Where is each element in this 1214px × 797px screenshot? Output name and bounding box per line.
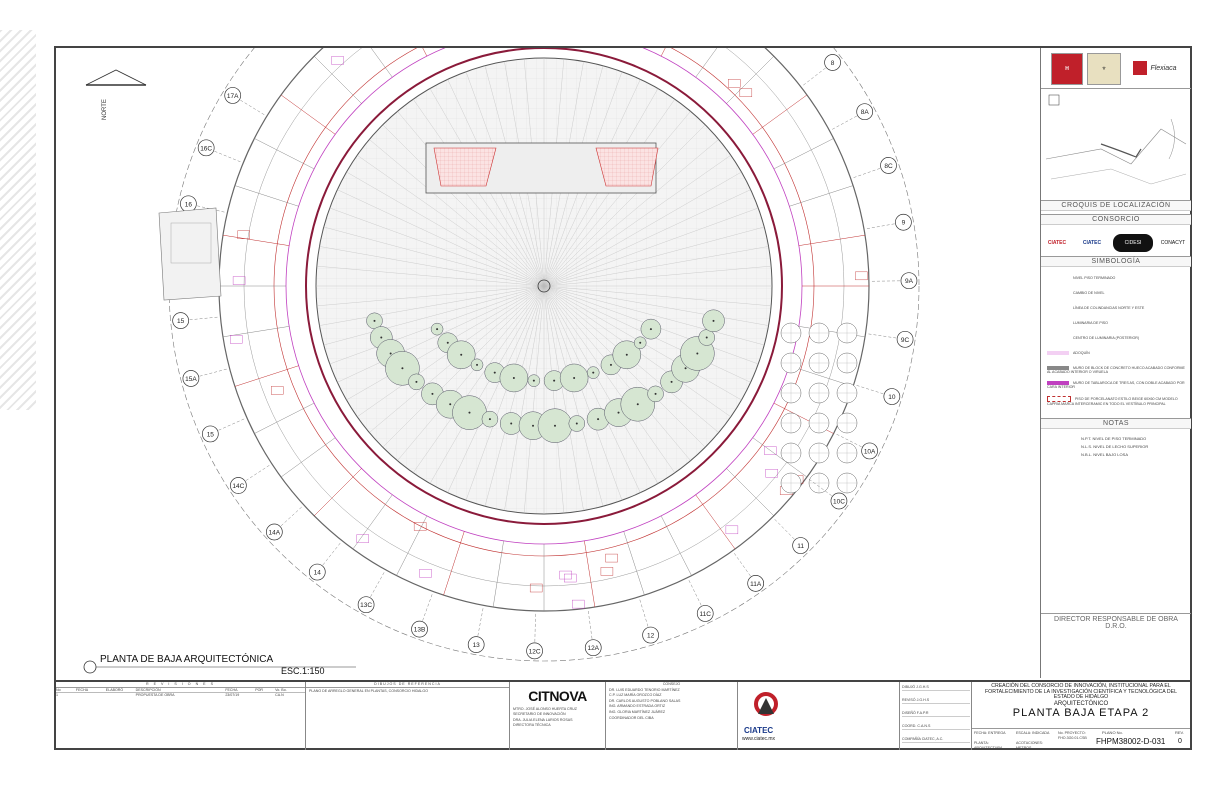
symbol-swatch bbox=[1047, 351, 1069, 355]
grid-label: 12A bbox=[587, 645, 600, 653]
consejo-person-5: ING. GLORIA MARTÍNEZ JUÁREZ bbox=[609, 709, 666, 714]
grid-label: 8C bbox=[884, 162, 893, 170]
ciatec-logo-icon bbox=[746, 688, 786, 728]
grid-label: 13B bbox=[413, 626, 426, 634]
revisions-table bbox=[56, 682, 306, 750]
consejo-person-6: COORDINADOR DEL CIBA bbox=[609, 715, 654, 720]
rev-cell: 1 bbox=[56, 693, 58, 698]
consejo-person-2: C.P. LUZ MARÍA OROZCO DÍAZ bbox=[609, 693, 662, 698]
ciatec-block bbox=[738, 682, 900, 750]
croquis-section bbox=[1041, 200, 1191, 211]
symbol-item bbox=[1047, 366, 1187, 374]
grid-label: 16C bbox=[200, 145, 213, 153]
rev-col-desc: DESCRIPCIÓN bbox=[135, 687, 161, 692]
rev-col-por: POR bbox=[255, 687, 263, 692]
grid-label: 9 bbox=[901, 219, 906, 227]
ciatec-name: CIATEC bbox=[744, 726, 774, 735]
grid-label: 10C bbox=[832, 498, 845, 506]
consejo-person-1: DR. LUIS EDUARDO TENORIO MARTÍNEZ bbox=[609, 687, 680, 692]
citnova-person-4: DIRECTORA TÉCNICA bbox=[513, 722, 551, 727]
consorcio-logo-3: CIDESI bbox=[1113, 234, 1153, 252]
grid-label: 14A bbox=[268, 529, 281, 537]
footer-field: No. PROYECTO: FHO.3G0.01.CSB bbox=[1058, 731, 1087, 740]
revision-row bbox=[56, 693, 305, 698]
rev-cell bbox=[255, 693, 275, 698]
location-sketch bbox=[1041, 88, 1191, 200]
stage-left-red bbox=[434, 148, 496, 186]
note-1: N.P.T. NIVEL DE PISO TERMINADO bbox=[1081, 436, 1147, 441]
symbol-swatch bbox=[1047, 306, 1069, 310]
grid-label: 13C bbox=[360, 602, 373, 610]
grid-label: 11C bbox=[699, 610, 711, 618]
symbol-swatch bbox=[1047, 321, 1069, 325]
location-map bbox=[1041, 89, 1191, 201]
grid-label: 13 bbox=[472, 642, 480, 650]
croquis-label: CROQUIS DE LOCALIZACIÓN bbox=[1041, 200, 1191, 211]
director-label: DIRECTOR RESPONSABLE DE OBRA bbox=[1054, 616, 1178, 623]
grid-label: 15 bbox=[177, 318, 185, 326]
flexiaca-logo: Flexiaca bbox=[1125, 53, 1185, 83]
symbol-item bbox=[1047, 396, 1187, 406]
discipline: ARQUITECTÓNICO bbox=[1053, 700, 1109, 707]
reference-drawings bbox=[306, 682, 510, 750]
project-block bbox=[972, 682, 1190, 750]
citnova-block bbox=[510, 682, 606, 750]
symbol-item bbox=[1047, 351, 1187, 355]
note-3: N.B.L. NIVEL BAJO LOSA bbox=[1081, 452, 1128, 457]
grid-label: 15A bbox=[185, 375, 197, 383]
consorcio-section bbox=[1041, 214, 1191, 225]
symbol-label: LÍNEA DE COLINDANCIAS NORTE Y ESTE bbox=[1073, 306, 1145, 310]
grid-label: 14C bbox=[232, 483, 245, 491]
symbol-label: PISO DE PORCELANATO ESTILO BEIGE 60X60 CM MODELO CAPRIA MARCA INTERCERAMIC EN TODO EL VESTÍBULO PRINCIPAL bbox=[1047, 396, 1178, 406]
consejo-person-4: ING. ARMANDO ESTRADA ORTIZ bbox=[609, 704, 666, 709]
rev-label: REV. bbox=[1175, 730, 1184, 735]
rev-col-fecha2: FECHA bbox=[225, 687, 238, 692]
drawn-row: REVISÓ J.G.H.S bbox=[902, 698, 970, 704]
notas-section bbox=[1041, 418, 1191, 429]
rev-value: 0 bbox=[1178, 738, 1182, 745]
stage-right-red bbox=[596, 148, 658, 186]
architectural-plan bbox=[56, 48, 1040, 678]
north-label: NORTE bbox=[102, 99, 108, 120]
footer-field: ACOTACIONES: METROS bbox=[1016, 741, 1043, 750]
courtyard-radial-lines bbox=[316, 58, 772, 514]
symbol-swatch bbox=[1047, 291, 1069, 295]
grid-label: 17A bbox=[226, 92, 239, 100]
footer-field: ESCALA: INDICADA bbox=[1016, 731, 1050, 735]
footer-field: PLANTA: ARQUITECTURA bbox=[974, 741, 1003, 750]
north-arrow-icon bbox=[86, 70, 146, 85]
rev-cell: 23/07/19 bbox=[225, 693, 240, 698]
rev-col-fecha: FECHA bbox=[75, 687, 89, 692]
hidalgo-logo: H bbox=[1051, 53, 1083, 85]
grid-label: 8 bbox=[830, 60, 835, 68]
symbol-item bbox=[1047, 276, 1187, 280]
notas-label: NOTAS bbox=[1041, 418, 1191, 429]
hatched-margin bbox=[0, 30, 36, 410]
consejo-label: CONSEJO bbox=[662, 682, 681, 686]
consorcio-logos bbox=[1041, 228, 1191, 258]
dro-label: D.R.O. bbox=[1105, 623, 1127, 630]
plano-no: FHPM38002-D-031 bbox=[1096, 737, 1166, 746]
consorcio-logo-2: CIATEC bbox=[1082, 240, 1102, 246]
plano-no-label: PLANO No. bbox=[1102, 730, 1123, 735]
symbol-label: NIVEL PISO TERMINADO bbox=[1073, 276, 1116, 280]
symbol-label: MURO DE TABLAROCA DE TRES AS, CON DOBLE ACABADO POR CARA INTERIOR bbox=[1047, 381, 1185, 390]
citnova-person-1: MTRO. JOSÉ ALONSO HUERTA CRUZ bbox=[513, 707, 577, 711]
symbol-label: MURO DE BLOCK DE CONCRETO HUECO ACABADO CONFORME AL ACABADO INTERIOR O VIRUELA bbox=[1047, 366, 1185, 375]
rev-cell bbox=[76, 693, 106, 698]
west-annex bbox=[159, 208, 221, 300]
director-section bbox=[1041, 613, 1191, 630]
footer-fields bbox=[972, 728, 1190, 751]
grid-label: 12C bbox=[528, 648, 541, 656]
rev-cell: CA.N bbox=[275, 693, 284, 698]
grid-label: 14 bbox=[313, 569, 321, 577]
drawn-row: DISEÑÓ F.A.P.R bbox=[902, 711, 970, 717]
referencia-text: PLANO DE ARREGLO GENERAL EN PLANTAS, CONSORCIO HIDALGO bbox=[309, 688, 429, 693]
consorcio-logo-4: CONACYT bbox=[1160, 240, 1186, 246]
grid-label: 10A bbox=[863, 448, 876, 456]
simbologia-section bbox=[1041, 256, 1191, 267]
grid-label: 8A bbox=[860, 109, 869, 117]
grid-label: 15 bbox=[206, 431, 214, 439]
client-logos bbox=[1041, 48, 1191, 86]
drawn-row: COORD. C.A.N.S bbox=[902, 724, 970, 730]
simbologia-label: SIMBOLOGÍA bbox=[1041, 256, 1191, 267]
project-title: CREACIÓN DEL CONSORCIO DE INNOVACIÓN, INSTITUCIONAL PARA EL FORTALECIMIENTO DE LA INVESTIGACIÓN CIENTÍFICA Y TECNOLÓGICA DEL ESTADO DE HIDALGO bbox=[985, 683, 1177, 701]
grid-label: 9A bbox=[904, 278, 913, 286]
drawn-row: DIBUJÓ J.G.H.S bbox=[902, 685, 970, 691]
symbol-item bbox=[1047, 291, 1187, 295]
plan-scale: ESC.1:150 bbox=[281, 666, 325, 676]
symbol-label: ADOQUÍN bbox=[1073, 351, 1090, 355]
symbol-swatch bbox=[1047, 336, 1069, 340]
note-2: N.L.S. NIVEL DE LECHO SUPERIOR bbox=[1081, 444, 1149, 449]
citnova-logo: CITNOVA bbox=[528, 688, 587, 704]
rev-cell bbox=[106, 693, 136, 698]
symbol-item bbox=[1047, 336, 1187, 340]
consorcio-label: CONSORCIO bbox=[1041, 214, 1191, 225]
symbol-item bbox=[1047, 321, 1187, 325]
grid-label: 11 bbox=[797, 543, 805, 551]
grid-label: 16 bbox=[184, 201, 192, 209]
ciatec-url: www.ciatec.mx bbox=[742, 736, 776, 742]
sheet-title: PLANTA BAJA ETAPA 2 bbox=[1012, 706, 1150, 719]
symbol-item bbox=[1047, 306, 1187, 310]
symbol-label: CENTRO DE LUMINARIA (POSTERIOR) bbox=[1073, 336, 1140, 340]
plan-caption: PLANTA DE BAJA ARQUITECTÓNICA bbox=[100, 654, 274, 665]
footer-field: FECHA: ENTREGA bbox=[974, 731, 1006, 735]
drawn-by-table bbox=[900, 682, 972, 750]
drawn-row: COMPAÑÍA CIATEC, A.C. bbox=[902, 737, 970, 743]
referencia-label: DIBUJOS DE REFERENCIA bbox=[306, 682, 509, 688]
consorcio-logo-1: CIATEC bbox=[1047, 240, 1067, 246]
rev-cell: PROPUESTA DE OBRA bbox=[135, 693, 175, 698]
rev-col-vobo: Vo. Bo. bbox=[275, 687, 287, 692]
consejo-person-3: DR. CARLOS AUGUSTO POBLANO SALAS bbox=[609, 698, 681, 703]
grid-label: 11A bbox=[750, 580, 762, 588]
citnova-person-3: DRA. JULIA ELENA LARIOS ROSAS bbox=[513, 718, 573, 723]
crest-logo: ⚜ bbox=[1087, 53, 1121, 85]
revisiones-label: R E V I S I O N E S bbox=[56, 682, 305, 688]
grid-label: 10 bbox=[888, 394, 896, 402]
grid-label: 9C bbox=[900, 336, 910, 344]
sheet-sidebar bbox=[1040, 48, 1191, 678]
caption-bullet bbox=[84, 661, 96, 673]
consejo-block bbox=[606, 682, 738, 750]
title-block bbox=[56, 680, 1190, 750]
rev-col-no: No bbox=[56, 687, 61, 692]
symbol-item bbox=[1047, 381, 1187, 389]
symbol-label: CAMBIO DE NIVEL bbox=[1073, 291, 1105, 295]
symbol-label: LUMINARIA DE PISO bbox=[1073, 321, 1108, 325]
rev-col-elaboro: ELABORÓ bbox=[105, 687, 124, 692]
symbol-swatch bbox=[1047, 276, 1069, 280]
citnova-person-2: SECRETARIO DE INNOVACIÓN bbox=[513, 711, 566, 716]
grid-label: 12 bbox=[647, 632, 655, 640]
